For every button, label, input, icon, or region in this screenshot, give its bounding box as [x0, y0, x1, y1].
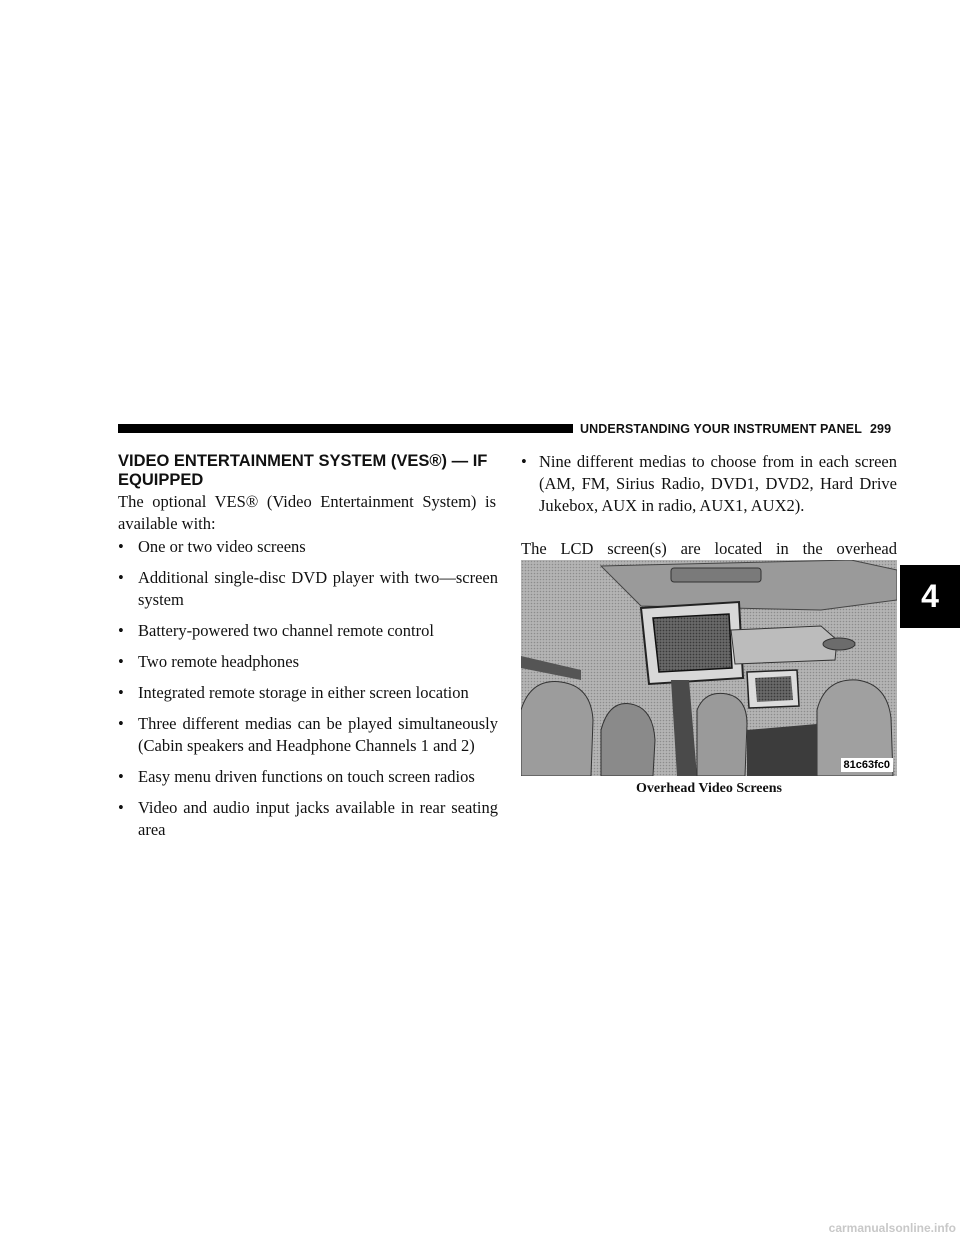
list-item-text: Additional single-disc DVD player with two—screen system [138, 568, 498, 609]
media-list [521, 451, 897, 517]
bullet-icon: • [118, 798, 124, 817]
list-item-text: Integrated remote storage in either screen location [138, 683, 469, 702]
list-item [118, 713, 498, 757]
list-item [118, 766, 498, 788]
list-item [118, 797, 498, 841]
page-number: 299 [869, 422, 892, 436]
bullet-icon: • [521, 452, 527, 471]
bullet-icon: • [118, 537, 124, 556]
list-item [521, 451, 897, 517]
figure-caption: Overhead Video Screens [636, 781, 782, 796]
list-item-text: One or two video screens [138, 537, 306, 556]
list-item-text: Nine different medias to choose from in each screen (AM, FM, Sirius Radio, DVD1, DVD2, Hard Drive Jukebox, AUX in radio, AUX1, AUX2). [539, 452, 897, 515]
list-item [118, 620, 498, 642]
chapter-tab: 4 [900, 565, 960, 628]
watermark: carmanualsonline.info [828, 1221, 956, 1235]
overhead-video-screens-photo [521, 560, 897, 776]
list-item-text: Easy menu driven functions on touch screen radios [138, 767, 475, 786]
list-item-text: Three different medias can be played simultaneously (Cabin speakers and Headphone Channels 1 and 2) [138, 714, 498, 755]
list-item [118, 651, 498, 673]
section-title: UNDERSTANDING YOUR INSTRUMENT PANEL [580, 422, 862, 436]
image-code: 81c63fc0 [841, 758, 894, 772]
list-item-text: Two remote headphones [138, 652, 300, 671]
section-heading: VIDEO ENTERTAINMENT SYSTEM (VES®) — IF EQUIPPED [118, 452, 488, 489]
list-item-text: Video and audio input jacks available in rear seating area [138, 798, 498, 839]
list-item [118, 682, 498, 704]
bullet-icon: • [118, 652, 124, 671]
feature-list [118, 536, 498, 850]
header-rule [118, 424, 573, 433]
bullet-icon: • [118, 621, 124, 640]
running-header [580, 420, 900, 438]
list-item [118, 567, 498, 611]
intro-paragraph: The optional VES® (Video Entertainment System) is available with: [118, 492, 496, 533]
bullet-icon: • [118, 714, 124, 733]
list-item-text: Battery-powered two channel remote control [138, 621, 434, 640]
bullet-icon: • [118, 767, 124, 786]
list-item [118, 536, 498, 558]
bullet-icon: • [118, 683, 124, 702]
lcd-location-paragraph: The LCD screen(s) are located in the overhead [521, 539, 897, 558]
bullet-icon: • [118, 568, 124, 587]
